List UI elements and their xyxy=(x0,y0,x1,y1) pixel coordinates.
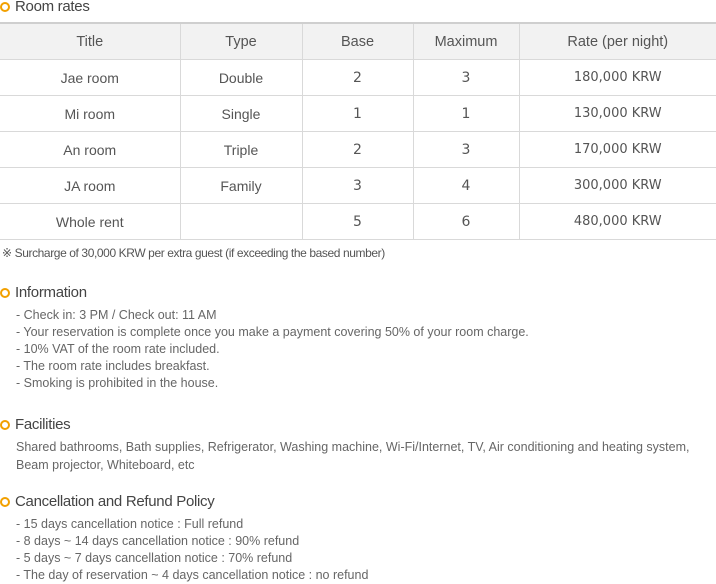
room-rates-heading xyxy=(0,0,90,15)
room-base-cell: 2 xyxy=(302,60,413,96)
column-header-base: Base xyxy=(302,23,413,60)
room-rate-cell: 480,000 KRW xyxy=(519,204,716,240)
list-item: - The day of reservation ~ 4 days cancellation notice : no refund xyxy=(16,568,369,582)
room-maximum-cell: 3 xyxy=(413,60,519,96)
room-title-cell: JA room xyxy=(0,168,180,204)
column-header-rate: Rate (per night) xyxy=(519,23,716,60)
facilities-title: Facilities xyxy=(15,416,71,433)
column-header-title: Title xyxy=(0,23,180,60)
room-maximum-cell: 1 xyxy=(413,96,519,132)
ring-bullet-icon xyxy=(0,2,10,12)
room-base-cell: 1 xyxy=(302,96,413,132)
list-item: - 5 days ~ 7 days cancellation notice : 70% refund xyxy=(16,551,293,565)
cancellation-heading xyxy=(0,493,214,510)
table-row xyxy=(0,96,716,132)
room-title-cell: Jae room xyxy=(0,60,180,96)
room-rate-cell: 180,000 KRW xyxy=(519,60,716,96)
room-type-cell: Double xyxy=(180,60,302,96)
ring-bullet-icon xyxy=(0,420,10,430)
room-type-cell: Triple xyxy=(180,132,302,168)
room-type-cell: Single xyxy=(180,96,302,132)
list-item: - The room rate includes breakfast. xyxy=(16,359,210,373)
column-header-type: Type xyxy=(180,23,302,60)
room-rate-cell: 130,000 KRW xyxy=(519,96,716,132)
room-title-cell: Whole rent xyxy=(0,204,180,240)
list-item: - Your reservation is complete once you make a payment covering 50% of your room charge. xyxy=(16,325,529,339)
column-header-maximum: Maximum xyxy=(413,23,519,60)
room-rates-table xyxy=(0,22,716,240)
information-title: Information xyxy=(15,284,87,301)
room-maximum-cell: 6 xyxy=(413,204,519,240)
table-row xyxy=(0,168,716,204)
room-base-cell: 5 xyxy=(302,204,413,240)
list-item: - 8 days ~ 14 days cancellation notice : 90% refund xyxy=(16,534,300,548)
room-rate-cell: 300,000 KRW xyxy=(519,168,716,204)
facilities-text: Shared bathrooms, Bath supplies, Refrigerator, Washing machine, Wi-Fi/Internet, TV, Air conditioning and heating system, Beam projector, Whiteboard, etc xyxy=(16,440,690,472)
room-base-cell: 2 xyxy=(302,132,413,168)
table-row xyxy=(0,60,716,96)
ring-bullet-icon xyxy=(0,497,10,507)
room-rates-title: Room rates xyxy=(15,0,90,15)
cancellation-title: Cancellation and Refund Policy xyxy=(15,493,215,510)
table-row xyxy=(0,204,716,240)
surcharge-note: ※ Surcharge of 30,000 KRW per extra guest (if exceeding the based number) xyxy=(2,246,385,260)
information-list xyxy=(16,307,529,392)
facilities-heading xyxy=(0,416,70,433)
room-maximum-cell: 4 xyxy=(413,168,519,204)
room-rate-cell: 170,000 KRW xyxy=(519,132,716,168)
ring-bullet-icon xyxy=(0,288,10,298)
information-heading xyxy=(0,284,87,301)
list-item: - 15 days cancellation notice : Full refund xyxy=(16,517,244,531)
room-base-cell: 3 xyxy=(302,168,413,204)
room-title-cell: Mi room xyxy=(0,96,180,132)
table-header-row xyxy=(0,23,716,60)
room-type-cell: Family xyxy=(180,168,302,204)
room-type-cell xyxy=(180,204,302,240)
room-maximum-cell: 3 xyxy=(413,132,519,168)
list-item: - Smoking is prohibited in the house. xyxy=(16,376,219,390)
list-item: - 10% VAT of the room rate included. xyxy=(16,342,220,356)
cancellation-list xyxy=(16,516,368,584)
list-item: - Check in: 3 PM / Check out: 11 AM xyxy=(16,308,217,322)
room-title-cell: An room xyxy=(0,132,180,168)
table-row xyxy=(0,132,716,168)
